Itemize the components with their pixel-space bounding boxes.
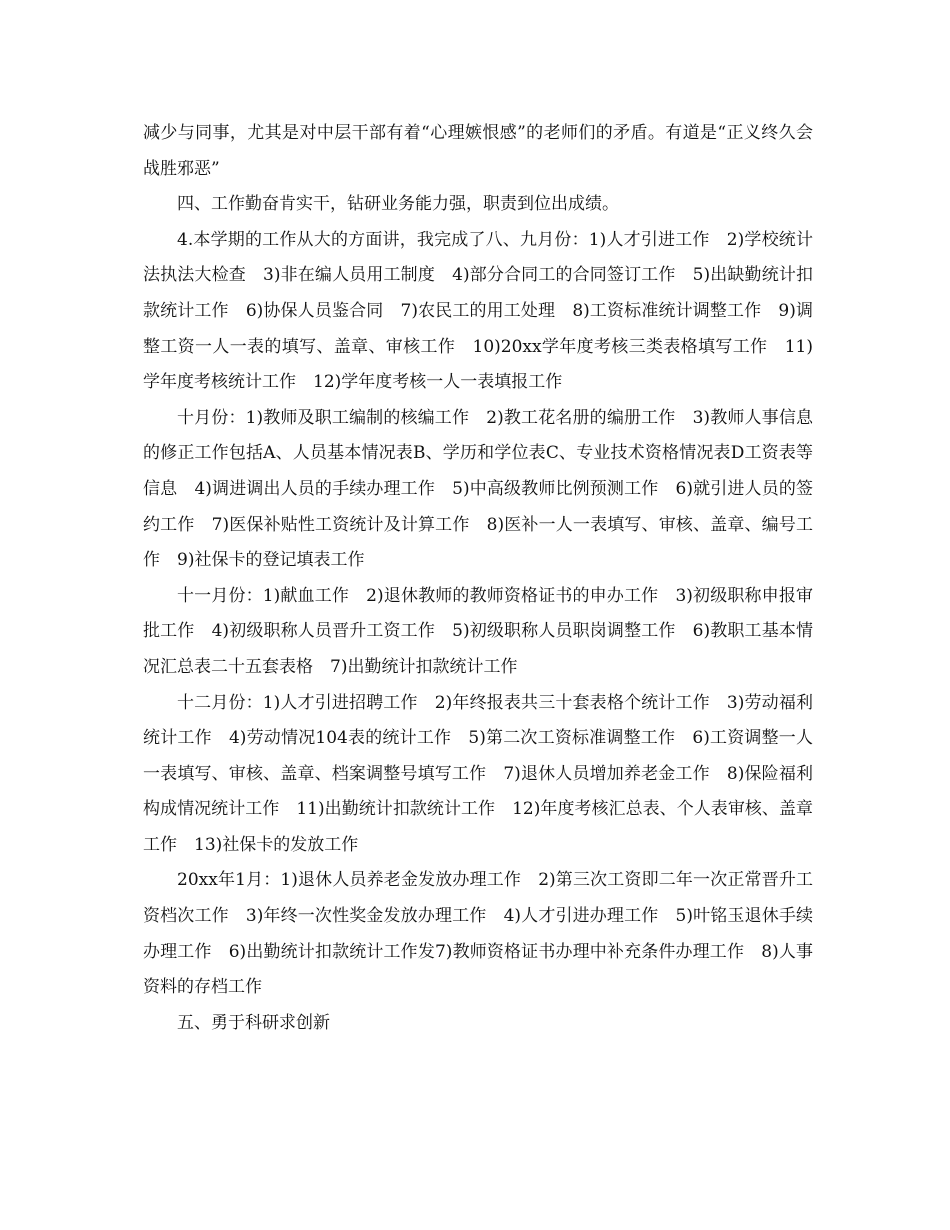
paragraph-6: 十二月份：1)人才引进招聘工作 2)年终报表共三十套表格个统计工作 3)劳动福利统计工作 4)劳动情况104表的统计工作 5)第二次工资标准调整工作 6)工资调整一人一表填写、审核、盖章、档案调整号填写工作 7)退休人员增加养老金工作 8)保险福利构成情况统计工作 11)出勤统计扣款统计工作 12)年度考核汇总表、个人表审核、盖章工作 13)社保卡的发放工作 [143,692,813,855]
paragraph-5: 十一月份：1)献血工作 2)退休教师的教师资格证书的申办工作 3)初级职称申报审批工作 4)初级职称人员晋升工资工作 5)初级职称人员职岗调整工作 6)教职工基本情况汇总表二十五套表格 7)出勤统计扣款统计工作 [143,585,813,677]
paragraph-1: 减少与同事，尤其是对中层干部有着“心理嫉恨感”的老师们的矛盾。有道是“正义终久会战胜邪恶” [143,123,813,179]
paragraph-4: 十月份：1)教师及职工编制的核编工作 2)教工花名册的编册工作 3)教师人事信息的修正工作包括A、人员基本情况表B、学历和学位表C、专业技术资格情况表D工资表等信息 4)调进调出人员的手续办理工作 5)中高级教师比例预测工作 6)就引进人员的签约工作 7)医保补贴性工资统计及计算工作 8)医补一人一表填写、审核、盖章、编号工作 9)社保卡的登记填表工作 [143,407,813,571]
paragraph-8: 五、勇于科研求创新 [177,1012,330,1033]
paragraph-3: 4.本学期的工作从大的方面讲，我完成了八、九月份：1)人才引进工作 2)学校统计法执法大检查 3)非在编人员用工制度 4)部分合同工的合同签订工作 5)出缺勤统计扣款统计工作 6)协保人员鉴合同 7)农民工的用工处理 8)工资标准统计调整工作 9)调整工资一人一表的填写、盖章、审核工作 10)20xx学年度考核三类表格填写工作 11)学年度考核统计工作 12)学年度考核一人一表填报工作 [143,229,813,393]
paragraph-2: 四、工作勤奋肯实干，钻研业务能力强，职责到位出成绩。 [177,194,619,215]
paragraph-7: 20xx年1月：1)退休人员养老金发放办理工作 2)第三次工资即二年一次正常晋升工资档次工作 3)年终一次性奖金发放办理工作 4)人才引进办理工作 5)叶铭玉退休手续办理工作 6)出勤统计扣款统计工作发7)教师资格证书办理中补充条件办理工作 8)人事资料的存档工作 [143,870,813,998]
document-body [143,116,813,1041]
